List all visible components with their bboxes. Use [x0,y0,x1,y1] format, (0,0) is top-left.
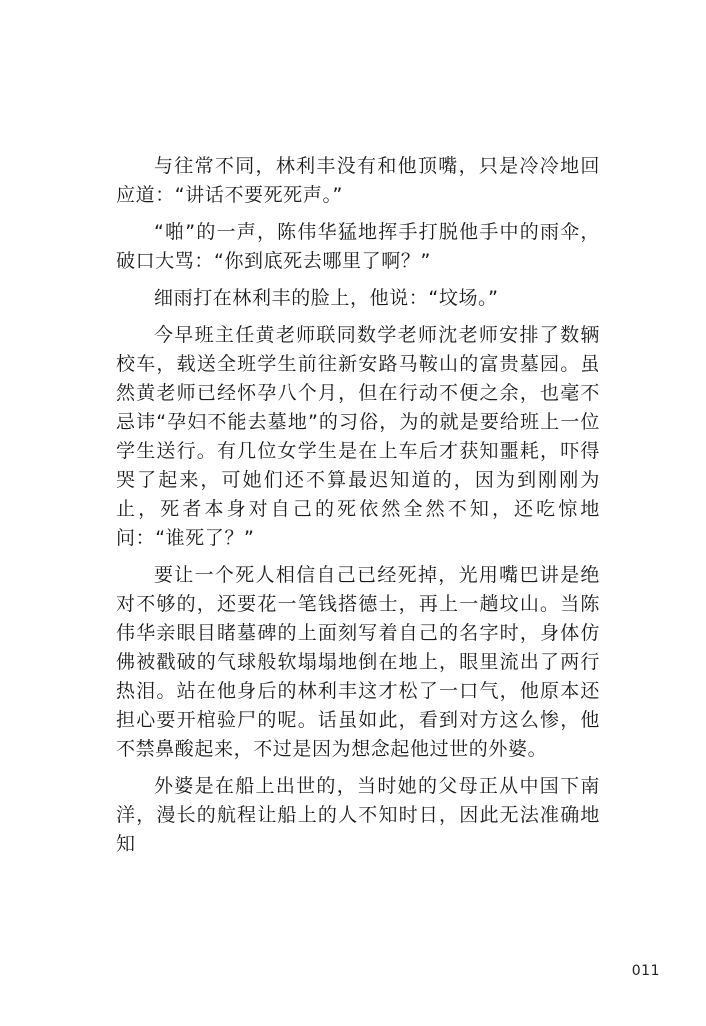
paragraph-1: 与往常不同，林利丰没有和他顶嘴，只是冷冷地回应道：“讲话不要死死声。” [116,155,600,206]
paragraph-6: 外婆是在船上出世的，当时她的父母正从中国下南洋，漫长的航程让船上的人不知时日，因此无法准确地知 [116,775,600,855]
paragraph-5: 要让一个死人相信自己已经死掉，光用嘴巴讲是绝对不够的，还要花一笔钱搭德士，再上一趟坟山。当陈伟华亲眼目睹墓碑的上面刻写着自己的名字时，身体仿佛被戳破的气球般软塌塌地倒在地上，眼里流出了两行热泪。站在他身后的林利丰这才松了一口气，他原本还担心要开棺验尸的呢。话虽如此，看到对方这么惨，他不禁鼻酸起来，不过是因为想念起他过世的外婆。 [116,564,600,760]
paragraph-2: “啪”的一声，陈伟华猛地挥手打脱他手中的雨伞，破口大骂：“你到底死去哪里了啊？” [116,221,600,272]
paragraph-4: 今早班主任黄老师联同数学老师沈老师安排了数辆校车，载送全班学生前往新安路马鞍山的富贵墓园。虽然黄老师已经怀孕八个月，但在行动不便之余，也毫不忌讳“孕妇不能去墓地”的习俗，为的就是要给班上一位学生送行。有几位女学生是在上车后才获知噩耗，吓得哭了起来，可她们还不算最迟知道的，因为到刚刚为止，死者本身对自己的死依然全然不知，还吃惊地问：“谁死了？” [116,324,600,549]
body-text [116,152,600,859]
page-number: 011 [631,963,660,979]
paragraph-3: 细雨打在林利丰的脸上，他说：“坟场。” [154,287,499,309]
